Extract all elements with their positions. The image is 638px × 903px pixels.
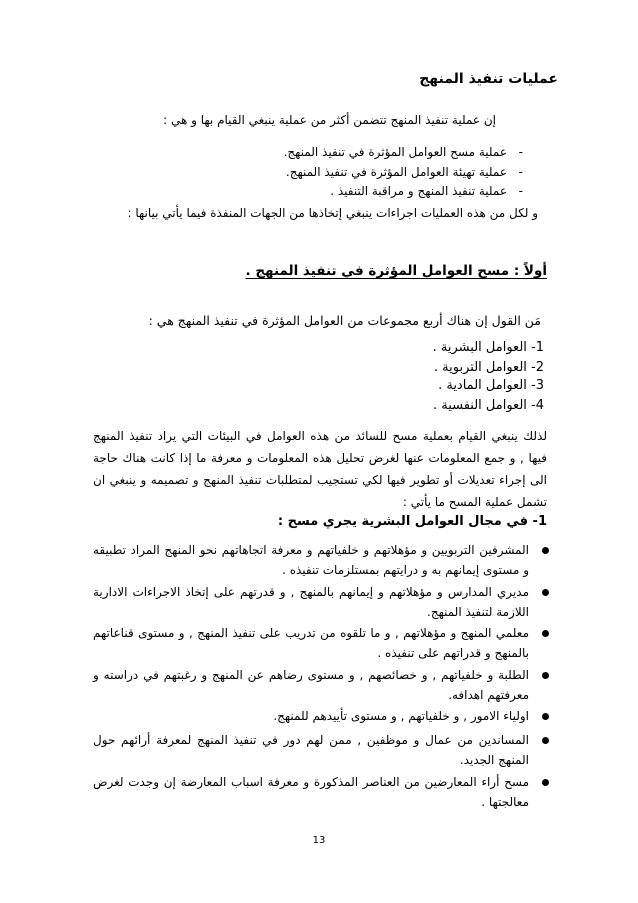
- bullet-text: معلمي المنهج و مؤهلاتهم , و ما تلقوه من تدريب على تنفيذ المنهج , و مستوى قناعاتهم بالمنهج و قدراتهم على تنفيذه .: [93, 626, 529, 660]
- bullet-text: اولياء الامور , و خلفياتهم , و مستوى تأييدهم للمنهج.: [273, 709, 529, 723]
- dash-marker: -: [518, 145, 523, 159]
- intro-text: إن عملية تنفيذ المنهج تتضمن أكثر من عملية ينبغي القيام بها و هي :: [163, 113, 496, 127]
- bullet-marker: [542, 672, 549, 679]
- factor-item: 3- العوامل المادية .: [438, 378, 544, 393]
- bullet-text: مديري المدارس و مؤهلاتهم و إيمانهم بالمنهج , و قدرتهم على إتخاذ الاجراءات الادارية اللازمة لتنفيذ المنهج.: [93, 585, 529, 619]
- bullet-marker: [542, 713, 549, 720]
- bullet-text: الطلبة و خلفياتهم , و خصائصهم , و مستوى رضاهم عن المنهج و رغبتهم في دراسته و معرفتهم اهدافه.: [93, 668, 529, 702]
- bullet-item: [93, 772, 547, 812]
- section-heading: أولاً : مسح العوامل المؤثرة في تنفيذ المنهج .: [245, 263, 547, 279]
- factor-item: 4- العوامل النفسية .: [432, 398, 544, 413]
- process-text: عملية تهيئة العوامل المؤثرة في تنفيذ المنهج.: [285, 165, 507, 179]
- dash-marker: -: [518, 184, 523, 198]
- bullet-marker: [542, 630, 549, 637]
- page-title: عمليات تنفيذ المنهج: [419, 71, 558, 87]
- survey-paragraph: لذلك ينبغي القيام بعملية مسح للسائد من هذه العوامل في البيئات التي يراد تنفيذ المنهج فيها , و جمع المعلومات عنها لغرض تحليل هذه المعلومات و معرفة ما إذا كانت هناك حاجة الى إجراء تعديلات أو تطوير فيها لكي تستجيب لمتطلبات تنفيذ المنهج و تصميمه و ينبغي ان تشمل عملية المسح ما يأتي :: [93, 429, 547, 509]
- bullet-item: [93, 706, 547, 726]
- bullet-item: [93, 582, 547, 622]
- bullet-text: المشرفين التربويين و مؤهلاتهم و خلفياتهم و معرفة اتجاهاتهم نحو المنهج المراد تطبيقه و مستوى إيمانهم به و درايتهم بمستلزمات تنفيذه .: [93, 543, 529, 577]
- bullet-item: [93, 730, 547, 770]
- procedures-intro: و لكل من هذه العمليات اجراءات ينبغي إتخاذها من الجهات المنفذة فيما يأتي بيانها :: [127, 206, 538, 220]
- factor-item: 2- العوامل التربوية .: [433, 360, 544, 375]
- bullet-text: المساندين من عمال و موظفين , ممن لهم دور في تنفيذ المنهج لمعرفة أرائهم حول المنهج الجديد.: [93, 733, 529, 767]
- process-item: [330, 184, 523, 198]
- process-text: عملية تنفيذ المنهج و مراقبة التنفيذ .: [330, 184, 507, 198]
- process-item: [284, 145, 523, 159]
- bullet-item: [93, 665, 547, 705]
- bullet-text: مسح أراء المعارضين من العناصر المذكورة و معرفة اسباب المعارضة إن وجدت لغرض معالجتها .: [93, 775, 529, 809]
- process-item: [286, 165, 523, 179]
- sub-heading: 1- في مجال العوامل البشرية يجري مسح :: [277, 514, 547, 529]
- process-text: عملية مسح العوامل المؤثرة في تنفيذ المنهج.: [283, 145, 507, 159]
- page-number: 13: [312, 835, 326, 846]
- bullet-marker: [542, 589, 549, 596]
- bullet-marker: [542, 779, 549, 786]
- section-intro: مَن القول إن هناك أربع مجموعات من العوامل المؤثرة في تنفيذ المنهج هي :: [148, 313, 541, 328]
- bullet-item: [93, 540, 547, 580]
- bullet-item: [93, 623, 547, 663]
- bullet-marker: [542, 737, 549, 744]
- factor-item: 1- العوامل البشرية .: [432, 340, 544, 355]
- bullet-marker: [542, 547, 549, 554]
- dash-marker: -: [518, 165, 523, 179]
